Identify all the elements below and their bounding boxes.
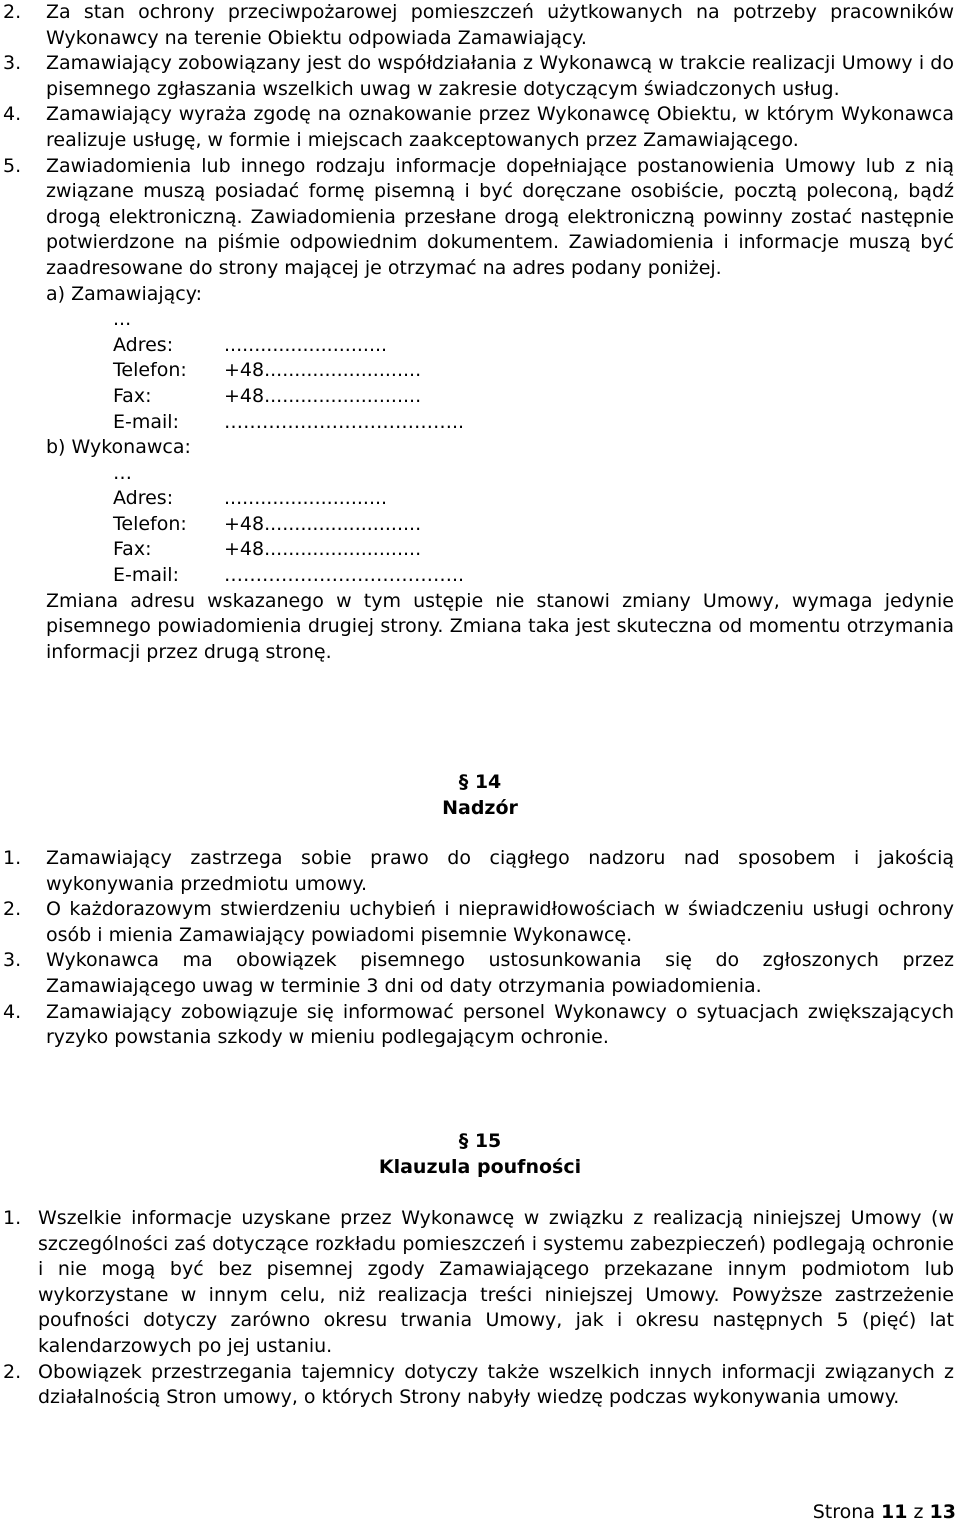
address-name: ... (113, 308, 132, 331)
item-number: 4. (3, 1000, 22, 1023)
telefon-value: +48.......................... (224, 512, 422, 535)
email-value: ……………………………….. (224, 410, 465, 433)
fax-value: +48.......................... (224, 538, 422, 561)
telefon-label: Telefon: (113, 359, 187, 382)
item-text: O każdorazowym stwierdzeniu uchybień i nieprawidłowościach w świadczeniu usługi ochrony osób i mienia Zamawiający powiadomi pisemnie Wykonawcę. (46, 898, 954, 946)
section-15-items (0, 1206, 960, 1411)
adres-label: Adres: (113, 333, 174, 356)
fax-value: +48.......................... (224, 384, 422, 407)
email-label: E-mail: (113, 410, 179, 433)
item-number: 1. (3, 1207, 22, 1229)
item-number: 3. (3, 52, 22, 75)
section-number: § 14 (458, 771, 502, 793)
fax-label: Fax: (113, 538, 152, 561)
list-item (0, 948, 954, 999)
address-email-row (0, 563, 960, 589)
page-footer (813, 1500, 956, 1526)
telefon-label: Telefon: (113, 512, 187, 535)
list-item (0, 1360, 954, 1411)
section-14-items (0, 846, 960, 1051)
list-item (0, 154, 954, 282)
item-text: Wykonawca ma obowiązek pisemnego ustosunkowania się do zgłoszonych przez Zamawiającego uwag w terminie 3 dni od daty otrzymania powiadomienia. (46, 949, 954, 997)
address-adres-row (0, 486, 960, 512)
address-telefon-row (0, 512, 960, 538)
footer-prefix: Strona (812, 1501, 875, 1523)
top-items (0, 0, 960, 665)
address-heading-zamawiajacy: a) Zamawiający: (46, 282, 202, 305)
item-text: Zamawiający zobowiązuje się informować personel Wykonawcy o sytuacjach zwiększających ryzyko powstania szkody w mieniu podlegającym ochronie. (46, 1000, 954, 1049)
item-number: 4. (3, 103, 22, 126)
item-number: 2. (3, 1, 22, 23)
address-fax-row (0, 384, 960, 410)
item-number: 5. (3, 154, 22, 177)
list-item (0, 51, 954, 102)
list-item (0, 1000, 954, 1051)
item-number: 2. (3, 1360, 22, 1383)
section-title: Klauzula poufności (378, 1155, 582, 1178)
item-text: Zamawiający zobowiązany jest do współdziałania z Wykonawcą w trakcie realizacji Umowy i do pisemnego zgłaszania wszelkich uwag w zakresie dotyczącym świadczonych usług. (46, 52, 954, 100)
list-item (0, 897, 954, 948)
address-name: … (113, 461, 132, 484)
address-fax-row (0, 537, 960, 563)
section-title: Nadzór (442, 796, 518, 819)
section-14-heading (0, 770, 960, 821)
adres-label: Adres: (113, 487, 174, 510)
adres-value: ........................... (224, 487, 388, 510)
item-text: Zawiadomienia lub innego rodzaju informacje dopełniające postanowienia Umowy lub z nią związane muszą posiadać formę pisemną i być doręczane osobiście, pocztą poleconą, bądź drogą elektroniczną. Zawiadomienia przesłane drogą elektroniczną powinny zostać następnie potwierdzone na piśmie odpowiednim dokumentem. Zawiadomienia i informacje muszą być zaadresowane do strony mającej je otrzymać na adres podany poniżej. (46, 154, 954, 279)
list-item (0, 1206, 954, 1360)
address-name-row (0, 461, 960, 487)
footer-total-pages: 13 (929, 1501, 956, 1523)
address-adres-row (0, 333, 960, 359)
list-item (0, 102, 954, 153)
item-text: Obowiązek przestrzegania tajemnicy dotyczy także wszelkich innych informacji związanych z działalnością Stron umowy, o których Strony nabyły wiedzę podczas wykonywania umowy. (38, 1360, 954, 1409)
address-email-row (0, 410, 960, 436)
item-number: 2. (3, 898, 22, 921)
item-text: Wszelkie informacje uzyskane przez Wykonawcę w związku z realizacją niniejszej Umowy (w szczególności zaś dotyczące rozkładu pomieszczeń i systemu zabezpieczeń) podlegają ochronie i nie mogą być bez pisemnej zgody Zamawiającego przekazane innym podmiotom lub wykorzystane w innym celu, niż realizacja treści niniejszej Umowy. Powyższe zastrzeżenie poufności dotyczy zarówno okresu trwania Umowy, jak i okresu następnych 5 (pięć) lat kalendarzowych po jej ustaniu. (38, 1207, 954, 1357)
email-value: ……………………………….. (224, 564, 465, 587)
telefon-value: +48.......................... (224, 359, 422, 382)
item-text: Zamawiający zastrzega sobie prawo do ciągłego nadzoru nad sposobem i jakością wykonywania przedmiotu umowy. (46, 847, 954, 895)
footer-current-page: 11 (881, 1501, 908, 1523)
section-number: § 15 (458, 1130, 502, 1152)
address-change-note: Zmiana adresu wskazanego w tym ustępie nie stanowi zmiany Umowy, wymaga jedynie pisemnego powiadomienia drugiej strony. Zmiana taka jest skuteczna od momentu otrzymania informacji przez drugą stronę. (46, 589, 954, 663)
footer-separator: z (913, 1501, 924, 1523)
item-number: 1. (3, 847, 22, 869)
address-name-row (0, 307, 960, 333)
section-15-heading (0, 1129, 960, 1180)
list-item (0, 0, 954, 51)
adres-value: ........................... (224, 333, 388, 356)
item-text: Za stan ochrony przeciwpożarowej pomieszczeń użytkowanych na potrzeby pracowników Wykonawcy na terenie Obiektu odpowiada Zamawiający. (46, 1, 954, 49)
email-label: E-mail: (113, 564, 179, 587)
list-item (0, 846, 954, 897)
fax-label: Fax: (113, 384, 152, 407)
address-heading-wykonawca: b) Wykonawca: (46, 436, 191, 459)
item-text: Zamawiający wyraża zgodę na oznakowanie przez Wykonawcę Obiektu, w którym Wykonawca realizuje usługę, w formie i miejscach zaakceptowanych przez Zamawiającego. (46, 103, 954, 151)
item-number: 3. (3, 949, 22, 972)
address-telefon-row (0, 358, 960, 384)
